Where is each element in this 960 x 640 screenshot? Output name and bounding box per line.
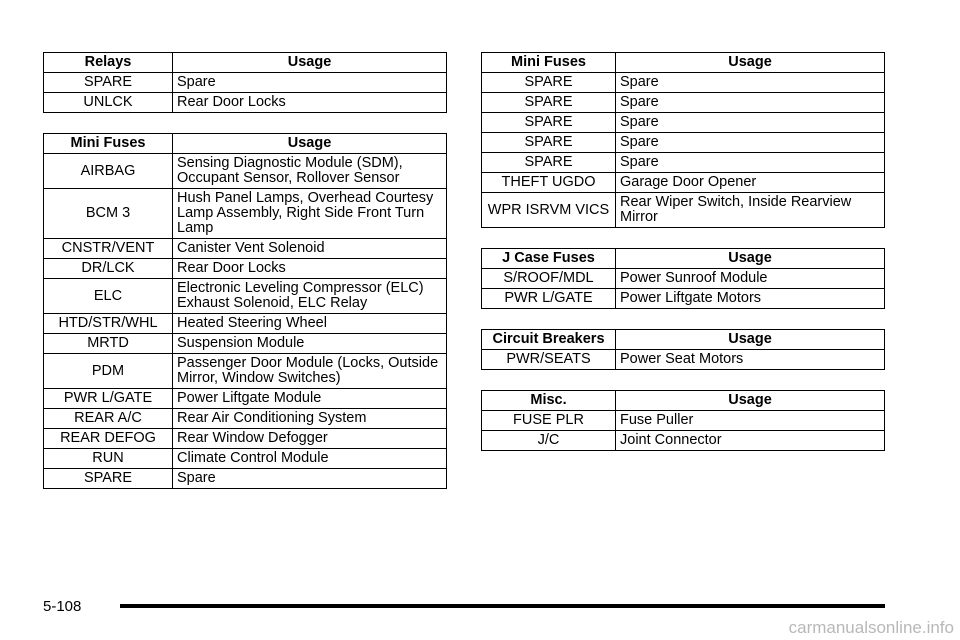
fuse-name-cell: UNLCK bbox=[44, 93, 173, 113]
table-header-row bbox=[482, 391, 885, 411]
fuse-name-cell: ELC bbox=[44, 279, 173, 314]
right-column bbox=[481, 52, 885, 471]
watermark: carmanualsonline.info bbox=[788, 618, 954, 637]
table-row bbox=[482, 93, 885, 113]
fuse-name-cell: MRTD bbox=[44, 334, 173, 354]
table-row bbox=[44, 239, 447, 259]
table-row bbox=[482, 350, 885, 370]
table-row bbox=[482, 73, 885, 93]
fuse-name-cell: AIRBAG bbox=[44, 154, 173, 189]
fuse-name-cell: RUN bbox=[44, 449, 173, 469]
table-row bbox=[482, 113, 885, 133]
table-row bbox=[44, 93, 447, 113]
fuse-name-cell: PWR L/GATE bbox=[44, 389, 173, 409]
usage-cell: Hush Panel Lamps, Overhead Courtesy Lamp Assembly, Right Side Front Turn Lamp bbox=[173, 189, 447, 239]
mini-fuses-left-table bbox=[43, 133, 447, 489]
fuse-name-cell: THEFT UGDO bbox=[482, 173, 616, 193]
fuse-name-cell: SPARE bbox=[44, 469, 173, 489]
column-header-name: Misc. bbox=[482, 391, 616, 411]
table-header-row bbox=[482, 330, 885, 350]
fuse-name-cell: REAR A/C bbox=[44, 409, 173, 429]
usage-cell: Heated Steering Wheel bbox=[173, 314, 447, 334]
table-header-row bbox=[482, 53, 885, 73]
usage-cell: Garage Door Opener bbox=[616, 173, 885, 193]
usage-cell: Power Liftgate Module bbox=[173, 389, 447, 409]
usage-cell: Fuse Puller bbox=[616, 411, 885, 431]
column-header-usage: Usage bbox=[173, 53, 447, 73]
usage-cell: Canister Vent Solenoid bbox=[173, 239, 447, 259]
table-row bbox=[44, 389, 447, 409]
table-row bbox=[482, 173, 885, 193]
fuse-name-cell: J/C bbox=[482, 431, 616, 451]
usage-cell: Spare bbox=[616, 113, 885, 133]
relays-table bbox=[43, 52, 447, 113]
column-header-name: Circuit Breakers bbox=[482, 330, 616, 350]
usage-cell: Spare bbox=[173, 469, 447, 489]
table-row bbox=[482, 193, 885, 228]
usage-cell: Passenger Door Module (Locks, Outside Mirror, Window Switches) bbox=[173, 354, 447, 389]
usage-cell: Suspension Module bbox=[173, 334, 447, 354]
usage-cell: Joint Connector bbox=[616, 431, 885, 451]
usage-cell: Power Liftgate Motors bbox=[616, 289, 885, 309]
usage-cell: Sensing Diagnostic Module (SDM), Occupant Sensor, Rollover Sensor bbox=[173, 154, 447, 189]
footer-rule bbox=[120, 604, 885, 608]
left-column bbox=[43, 52, 447, 509]
fuse-name-cell: SPARE bbox=[482, 133, 616, 153]
usage-cell: Electronic Leveling Compressor (ELC) Exhaust Solenoid, ELC Relay bbox=[173, 279, 447, 314]
usage-cell: Spare bbox=[616, 73, 885, 93]
column-header-name: J Case Fuses bbox=[482, 249, 616, 269]
table-header-row bbox=[44, 134, 447, 154]
table-row bbox=[482, 133, 885, 153]
table-row bbox=[44, 259, 447, 279]
page-number: 5-108 bbox=[43, 598, 82, 615]
column-header-usage: Usage bbox=[616, 330, 885, 350]
column-header-name: Mini Fuses bbox=[44, 134, 173, 154]
mini-fuses-right-table bbox=[481, 52, 885, 228]
usage-cell: Spare bbox=[173, 73, 447, 93]
fuse-name-cell: FUSE PLR bbox=[482, 411, 616, 431]
usage-cell: Spare bbox=[616, 153, 885, 173]
table-row bbox=[44, 73, 447, 93]
table-row bbox=[44, 279, 447, 314]
fuse-name-cell: DR/LCK bbox=[44, 259, 173, 279]
table-row bbox=[44, 189, 447, 239]
usage-cell: Rear Door Locks bbox=[173, 93, 447, 113]
j-case-fuses-table bbox=[481, 248, 885, 309]
table-row bbox=[482, 289, 885, 309]
column-header-usage: Usage bbox=[616, 53, 885, 73]
column-header-usage: Usage bbox=[616, 391, 885, 411]
column-header-usage: Usage bbox=[616, 249, 885, 269]
table-header-row bbox=[44, 53, 447, 73]
table-row bbox=[44, 449, 447, 469]
table-row bbox=[44, 354, 447, 389]
table-row bbox=[44, 409, 447, 429]
fuse-name-cell: SPARE bbox=[482, 93, 616, 113]
usage-cell: Climate Control Module bbox=[173, 449, 447, 469]
fuse-name-cell: SPARE bbox=[44, 73, 173, 93]
usage-cell: Rear Door Locks bbox=[173, 259, 447, 279]
table-row bbox=[482, 431, 885, 451]
misc-table bbox=[481, 390, 885, 451]
fuse-name-cell: WPR ISRVM VICS bbox=[482, 193, 616, 228]
fuse-name-cell: PWR/SEATS bbox=[482, 350, 616, 370]
usage-cell: Rear Wiper Switch, Inside Rearview Mirror bbox=[616, 193, 885, 228]
fuse-name-cell: HTD/STR/WHL bbox=[44, 314, 173, 334]
fuse-name-cell: BCM 3 bbox=[44, 189, 173, 239]
usage-cell: Power Sunroof Module bbox=[616, 269, 885, 289]
usage-cell: Power Seat Motors bbox=[616, 350, 885, 370]
table-row bbox=[44, 469, 447, 489]
table-row bbox=[44, 154, 447, 189]
circuit-breakers-table bbox=[481, 329, 885, 370]
fuse-name-cell: SPARE bbox=[482, 113, 616, 133]
fuse-name-cell: S/ROOF/MDL bbox=[482, 269, 616, 289]
table-row bbox=[482, 269, 885, 289]
table-row bbox=[482, 411, 885, 431]
usage-cell: Spare bbox=[616, 133, 885, 153]
fuse-name-cell: CNSTR/VENT bbox=[44, 239, 173, 259]
fuse-name-cell: PDM bbox=[44, 354, 173, 389]
fuse-name-cell: PWR L/GATE bbox=[482, 289, 616, 309]
table-row bbox=[44, 334, 447, 354]
table-row bbox=[44, 429, 447, 449]
usage-cell: Rear Air Conditioning System bbox=[173, 409, 447, 429]
column-header-name: Relays bbox=[44, 53, 173, 73]
table-header-row bbox=[482, 249, 885, 269]
table-row bbox=[482, 153, 885, 173]
fuse-name-cell: REAR DEFOG bbox=[44, 429, 173, 449]
usage-cell: Spare bbox=[616, 93, 885, 113]
table-row bbox=[44, 314, 447, 334]
usage-cell: Rear Window Defogger bbox=[173, 429, 447, 449]
fuse-name-cell: SPARE bbox=[482, 153, 616, 173]
column-header-usage: Usage bbox=[173, 134, 447, 154]
column-header-name: Mini Fuses bbox=[482, 53, 616, 73]
fuse-name-cell: SPARE bbox=[482, 73, 616, 93]
